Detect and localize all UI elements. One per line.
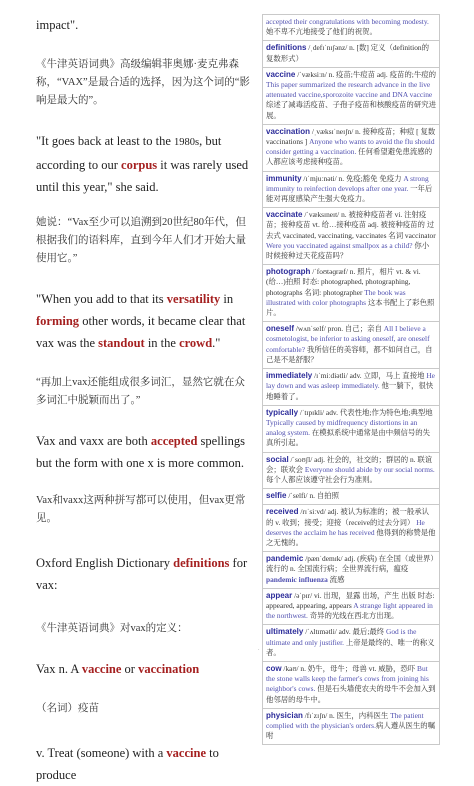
- vocab-entry-vaccinate: vaccinate /ˈvæksɪneɪt/ n. 被接种疫苗者 vi. 注射疫苗；接种疫苗 vt. 给…接种疫苗 adj. 被接种疫苗的 过去式 vaccinated, vaccinating, vaccinates 名词 vaccinator Were you vaccinated against smallpox as a child? 你小时候接种过天花疫苗吗？: [263, 208, 439, 265]
- paragraph-10-cn: 《牛津英语词典》对vax的定义：: [36, 623, 188, 634]
- vocab-vaccine-2: vaccine: [166, 746, 206, 760]
- footer-mark: .: [258, 646, 260, 652]
- vocab-entry-physician: physician /fɪˈzɪʃn/ n. 医生，内科医生 The patient complied with the physician's orders.病人遵从医生的嘱咐: [266, 710, 436, 741]
- paragraph-3: "It goes back at least to the 1980s, but according to our corpus it was rarely used until this year," she said.: [36, 134, 249, 194]
- vocab-entry-oneself: oneself /wʌnˈself/ pron. 自己；亲自 All I believe a cosmetologist, be inferior to asking oneself, are oneself comfortable? 我所信任的美容师，都不如问自己，自己是不是舒服？: [263, 322, 439, 369]
- paragraph-13: v. Treat (someone) with a vaccine to produce: [36, 746, 219, 782]
- vocab-entry-photograph: photograph /ˈfoʊtəɡræf/ n. 照片，相片 vt. & vi. (给…)拍照 时态: photographed, photographing, photographs 名词: photographer The book was illustrated with color photographs 这本书配上了彩色照片。: [263, 265, 439, 322]
- paragraph-1: impact".: [36, 18, 79, 32]
- vocab-entry-immediately: immediately /ɪˈmiːdiətli/ adv. 立即，马上 直接地 He lay down and was asleep immediately. 他一躺下，很快地睡着了。: [263, 369, 439, 406]
- vocab-entry-vaccination: vaccination /ˌvæksɪˈneɪʃn/ n. 接种疫苗；种痘 [ 复数 vaccinations ] Anyone who wants to avoid the flu should consider getting a vaccination. 任何希望避免患流感的人都应该考虑接种疫苗。: [263, 125, 439, 172]
- vocab-entry-ultimately: ultimately /ˈʌltɪmətli/ adv. 最后;最终 God is the ultimate and only justifier. 上帝是最终的、唯一的称义者。: [263, 625, 439, 662]
- vocab-entry-immunity: immunity /ɪˈmjuːnəti/ n. 免疫;豁免 免疫力 A strong immunity to reinfection develops after one year. 一年后能对再度感染产生强大免疫力。: [263, 172, 439, 209]
- vocab-entry-typically: typically /ˈtɪpɪkli/ adv. 代表性地;作为特色地;典型地 Typically caused by midfrequency distortions in an analog system. 在模拟系统中通常是由中频信号的失真所引起。: [263, 406, 439, 453]
- vocab-entry-cow: cow /kaʊ/ n. 奶牛，母牛；母兽 vt. 威胁，恐吓 But the stone walls keep the farmer's cows from joining his neighbor's cows. 但是石头墙使农夫的母牛不会加入到他邻居的母牛中。: [263, 662, 439, 709]
- paragraph-2-cn: 《牛津英语词典》高级编辑菲奥娜·麦克弗森称，“VAX”是最合适的选择，因为这个词的“影响是最大的”。: [36, 59, 250, 106]
- paragraph-6-cn: “再加上vax还能组成很多词汇，显然它就在众多词汇中脱颖而出了。”: [36, 377, 245, 406]
- vocab-entry-definitions: definitions /ˌdefɪˈnɪʃənz/ n. [数] 定义（definition的复数形式）: [263, 41, 439, 67]
- paragraph-4-cn: 她说：“Vax至少可以追溯到20世纪80年代，但根据我们的语料库，直到今年人们才开始大量使用它。”: [36, 217, 246, 264]
- vocab-entry-appear: appear /əˈpɪr/ vi. 出现，显露 出场，产生 出版 时态: appeared, appearing, appears A strange light appeared in the northwest. 奇异的光线在西北方出现。: [263, 589, 439, 626]
- vocab-definitions: definitions: [173, 556, 230, 570]
- paragraph-12-cn: （名词）疫苗: [36, 703, 99, 714]
- vocab-corpus: corpus: [121, 158, 158, 172]
- vocab-standout: standout: [98, 336, 145, 350]
- paragraph-8-cn: Vax和vaxx这两种拼写都可以使用，但vax更常见。: [36, 495, 246, 524]
- paragraph-9: Oxford English Dictionary definitions for vax:: [36, 556, 248, 592]
- vocab-entry-social: social /ˈsoʊʃl/ adj. 社会的，社交的；群居的 n. 联谊会；联欢会 Everyone should abide by our social norms. 每个人都应该遵守社会行为准则。: [263, 453, 439, 490]
- vocab-vaccination: vaccination: [138, 662, 200, 676]
- paragraph-11: Vax n. A vaccine or vaccination: [36, 662, 200, 676]
- vocab-versatility: versatility: [166, 292, 221, 306]
- vocab-forming: forming: [36, 314, 80, 328]
- vocabulary-sidebar: [262, 14, 440, 745]
- vocab-vaccine: vaccine: [81, 662, 122, 676]
- vocab-crowd: crowd: [179, 336, 213, 350]
- vocab-entry-selfie: selfie /ˈselfi/ n. 自拍照: [263, 489, 439, 505]
- paragraph-5: "When you add to that its versatility in forming other words, it became clear that vax was the standout in the crowd.": [36, 292, 246, 350]
- vocab-entry-accepted-example: accepted their congratulations with becoming modesty. 她不卑不亢地接受了他们的祝贺。: [263, 15, 439, 41]
- main-text-column: [36, 14, 252, 786]
- vocab-accepted: accepted: [150, 434, 198, 448]
- paragraph-7: Vax and vaxx are both accepted spellings but the form with one x is more common.: [36, 434, 245, 470]
- vocab-entry-vaccine: vaccine /ˈvæksiːn/ n. 疫苗;牛痘苗 adj. 疫苗的;牛痘的 This paper summarized the research advance in the live attenuated vaccine,sporozoite vaccine and DNA vaccine 综述了减毒活疫苗、子孢子疫苗和核酸疫苗的研究进展。: [263, 68, 439, 125]
- vocab-entry-received: received /rɪˈsiːvd/ adj. 被认为标准的；被一般承认的 v. 收到；接受；迎接（receive的过去分词） He deserves the acclaim he has received 他得到的称赞是他之无愧的。: [263, 505, 439, 552]
- vocab-entry-pandemic: pandemic /pænˈdemɪk/ adj. (疾病) 在全国（或世界）流行的 n. 全国流行病；全世界流行病，瘟疫 pandemic influenza 流感: [263, 552, 439, 589]
